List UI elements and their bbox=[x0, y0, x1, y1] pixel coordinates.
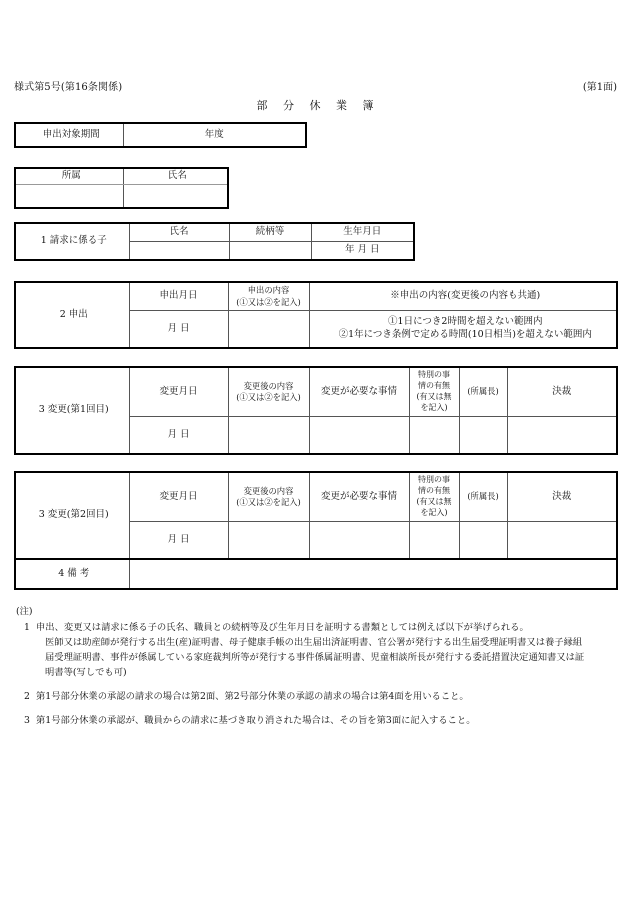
page-title: 部 分 休 業 簿 bbox=[256, 99, 380, 112]
notes-heading: (注) bbox=[16, 606, 33, 617]
change2-row-label: 3 変更(第2回目) bbox=[15, 472, 129, 559]
child-row-label: 1 請求に係る子 bbox=[15, 223, 129, 260]
change2-special-line-1: 特別の事 bbox=[418, 475, 450, 485]
application-content-value[interactable] bbox=[228, 311, 309, 349]
child-info-table bbox=[14, 222, 415, 261]
note-item-2 bbox=[16, 689, 616, 704]
change1-date-value[interactable]: 月 日 bbox=[129, 417, 228, 455]
table-row bbox=[15, 367, 617, 417]
change2-approval-value[interactable] bbox=[507, 522, 617, 560]
note-3-number: 3 bbox=[24, 715, 30, 727]
child-birthdate-header: 生年月日 bbox=[311, 223, 414, 242]
table-row bbox=[15, 223, 414, 242]
change1-reason-value[interactable] bbox=[309, 417, 409, 455]
change-table-second bbox=[14, 471, 618, 560]
note-2-body: 第1号部分休業の承認の請求の場合は第2面、第2号部分休業の承認の請求の場合は第4面を用いること。 bbox=[36, 691, 469, 703]
change1-date-header: 変更月日 bbox=[129, 367, 228, 417]
change2-content-header bbox=[228, 472, 309, 522]
remarks-label: 4 備 考 bbox=[15, 559, 129, 589]
child-relation-value[interactable] bbox=[229, 242, 311, 261]
table-row bbox=[15, 472, 617, 522]
change1-special-value[interactable] bbox=[409, 417, 459, 455]
application-period-table bbox=[14, 122, 307, 148]
change2-special-line-2: 情の有無 bbox=[418, 486, 450, 496]
change2-date-header: 変更月日 bbox=[129, 472, 228, 522]
notes-section bbox=[16, 604, 616, 730]
note-1-line-4: 明書等(写しでも可) bbox=[45, 667, 127, 679]
notes-spacer-2 bbox=[16, 706, 616, 713]
change1-special-header bbox=[409, 367, 459, 417]
change1-approval-header: 決裁 bbox=[507, 367, 617, 417]
note-1-line-1: 申出、変更又は請求に係る子の氏名、職員との続柄等及び生年月日を証明する書類としては例えば以下が挙げられる。 bbox=[36, 622, 529, 634]
change2-reason-header: 変更が必要な事情 bbox=[309, 472, 409, 522]
note-1-number: 1 bbox=[24, 622, 30, 634]
change1-row-label: 3 変更(第1回目) bbox=[15, 367, 129, 454]
application-content-header bbox=[228, 282, 309, 311]
change2-content-header-sub: (①又は②を記入) bbox=[236, 497, 301, 507]
child-birthdate-value[interactable]: 年 月 日 bbox=[311, 242, 414, 261]
change2-chief-value[interactable] bbox=[459, 522, 507, 560]
note-1-line-2: 医師又は助産師が発行する出生(産)証明書、母子健康手帳の出生届出済証明書、官公署が発行する出生届受理証明書又は養子縁組 bbox=[45, 637, 583, 649]
application-table bbox=[14, 281, 618, 349]
change2-approval-header: 決裁 bbox=[507, 472, 617, 522]
change2-special-line-4: を記入) bbox=[420, 507, 448, 517]
change1-chief-header: (所属長) bbox=[459, 367, 507, 417]
change2-special-value[interactable] bbox=[409, 522, 459, 560]
table-row bbox=[15, 123, 306, 147]
name-value[interactable] bbox=[123, 185, 228, 209]
child-name-header: 氏名 bbox=[129, 223, 229, 242]
change1-special-line-3: (有又は無 bbox=[416, 392, 452, 401]
form-number-label: 様式第5号(第16条関係) bbox=[14, 82, 123, 93]
note-1-body bbox=[36, 620, 616, 680]
remarks-value[interactable] bbox=[129, 559, 617, 589]
change1-chief-value[interactable] bbox=[459, 417, 507, 455]
change1-content-header-sub: (①又は②を記入) bbox=[236, 392, 301, 402]
table-row bbox=[15, 168, 228, 185]
table-row bbox=[15, 185, 228, 209]
note-1-line-3: 届受理証明書、事件が係属している家庭裁判所等が発行する事件係属証明書、児童相談所長が発行する委託措置決定通知書又は証 bbox=[45, 652, 585, 664]
application-content-header-sub: (①又は②を記入) bbox=[236, 296, 301, 307]
table-row bbox=[15, 282, 617, 311]
note-item-3 bbox=[16, 713, 616, 728]
department-name-table bbox=[14, 167, 229, 209]
child-relation-header: 続柄等 bbox=[229, 223, 311, 242]
department-header: 所属 bbox=[15, 168, 123, 185]
change2-reason-value[interactable] bbox=[309, 522, 409, 560]
remarks-table bbox=[14, 558, 618, 590]
notes-spacer-1 bbox=[16, 682, 616, 689]
note-item-1 bbox=[16, 620, 616, 680]
application-note-body bbox=[309, 311, 617, 349]
change2-date-value[interactable]: 月 日 bbox=[129, 522, 228, 560]
application-date-value[interactable]: 月 日 bbox=[129, 311, 228, 349]
name-header: 氏名 bbox=[123, 168, 228, 185]
application-content-header-main: 申出の内容 bbox=[247, 285, 290, 296]
application-note-header: ※申出の内容(変更後の内容も共通) bbox=[309, 282, 617, 311]
note-3-body: 第1号部分休業の承認が、職員からの請求に基づき取り消された場合は、その旨を第3面に記入すること。 bbox=[36, 715, 476, 727]
change2-special-header bbox=[409, 472, 459, 522]
change1-content-header-main: 変更後の内容 bbox=[243, 380, 294, 391]
change1-content-value[interactable] bbox=[228, 417, 309, 455]
change1-special-line-1: 特別の事 bbox=[418, 370, 450, 380]
change-table-first bbox=[14, 366, 618, 455]
change2-chief-header: (所属長) bbox=[459, 472, 507, 522]
change2-content-value[interactable] bbox=[228, 522, 309, 560]
page-marker-label: (第1面) bbox=[582, 82, 617, 93]
change1-approval-value[interactable] bbox=[507, 417, 617, 455]
note-2-number: 2 bbox=[24, 691, 30, 703]
application-note-line-2: ②1年につき条例で定める時間(10日相当)を超えない範囲内 bbox=[338, 329, 592, 340]
application-row-label: 2 申出 bbox=[15, 282, 129, 348]
change1-reason-header: 変更が必要な事情 bbox=[309, 367, 409, 417]
application-period-label: 申出対象期間 bbox=[15, 123, 123, 147]
change1-special-line-2: 情の有無 bbox=[418, 381, 450, 391]
change1-content-header bbox=[228, 367, 309, 417]
change2-content-header-main: 変更後の内容 bbox=[243, 485, 294, 496]
child-name-value[interactable] bbox=[129, 242, 229, 261]
department-value[interactable] bbox=[15, 185, 123, 209]
table-row bbox=[15, 559, 617, 589]
application-date-header: 申出月日 bbox=[129, 282, 228, 311]
application-note-line-1: ①1日につき2時間を超えない範囲内 bbox=[388, 316, 543, 328]
change1-special-line-4: を記入) bbox=[420, 402, 448, 412]
application-period-value[interactable]: 年度 bbox=[123, 123, 306, 147]
change2-special-line-3: (有又は無 bbox=[416, 497, 452, 506]
